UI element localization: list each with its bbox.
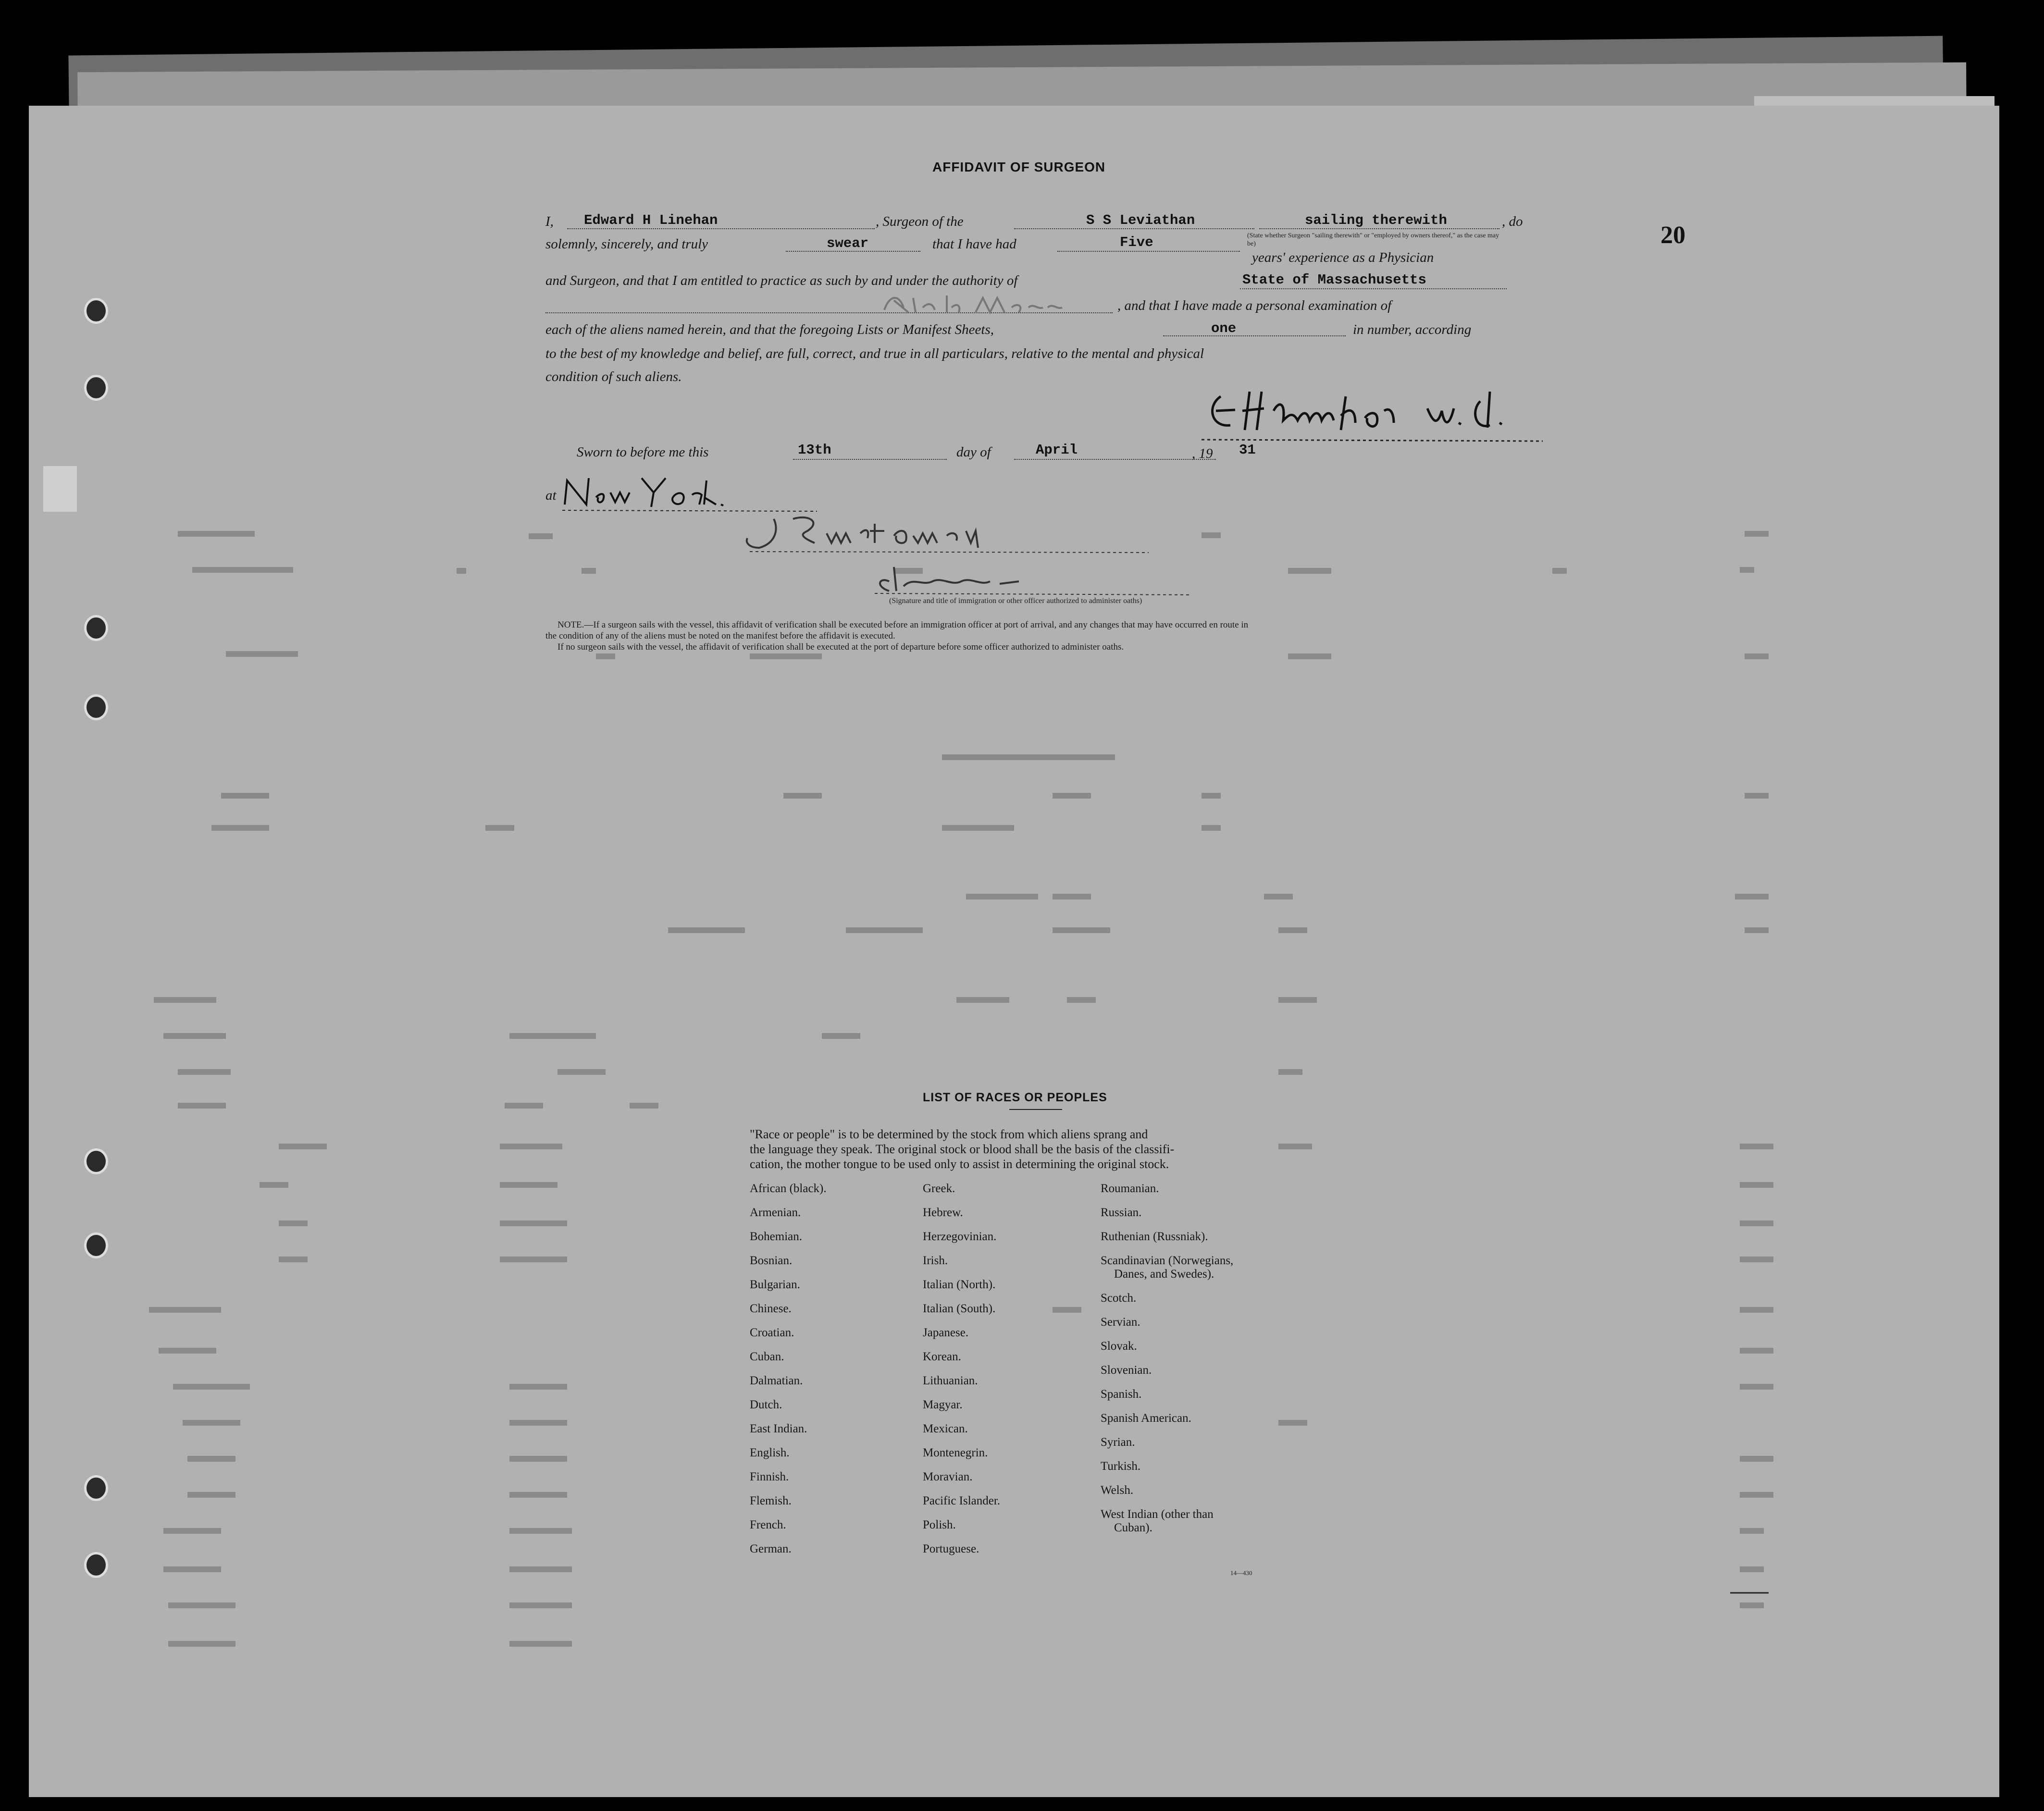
ship-name: S S Leviathan xyxy=(1086,212,1195,228)
race-item: Finnish. xyxy=(750,1470,789,1483)
surgeon-status: sailing therewith xyxy=(1305,212,1447,228)
officer-signature xyxy=(731,509,1211,605)
fill-line xyxy=(1240,288,1507,289)
race-item: Cuban). xyxy=(1114,1521,1152,1534)
solemnly-text: solemnly, sincerely, and truly xyxy=(545,236,708,252)
races-intro-3: cation, the mother tongue to be used only to assist in determining the original stock. xyxy=(750,1157,1169,1171)
experience-text: years' experience as a Physician xyxy=(1252,250,1434,265)
race-item: Portuguese. xyxy=(923,1542,979,1555)
race-item: Turkish. xyxy=(1101,1460,1141,1473)
status-note: (State whether Surgeon "sailing therewith" or "employed by owners thereof," as the case may be) xyxy=(1247,232,1499,247)
race-item: Montenegrin. xyxy=(923,1446,988,1459)
race-item: Spanish. xyxy=(1101,1388,1142,1401)
race-item: Spanish American. xyxy=(1101,1412,1191,1425)
condition-text: condition of such aliens. xyxy=(545,369,682,384)
fill-line xyxy=(786,251,920,252)
manifest-page xyxy=(29,106,1999,1797)
sworn-text: Sworn to before me this xyxy=(577,444,709,460)
fill-line xyxy=(1057,251,1240,252)
surgeon-signature xyxy=(1202,382,1548,444)
race-item: East Indian. xyxy=(750,1422,807,1435)
fill-line xyxy=(793,459,947,460)
fill-line xyxy=(1259,228,1499,229)
race-item: Mexican. xyxy=(923,1422,968,1435)
affidavit-prefix: I, xyxy=(545,214,554,229)
race-item: Scandinavian (Norwegians, xyxy=(1101,1254,1234,1267)
handwritten-state-mass xyxy=(880,286,1081,322)
race-item: Italian (North). xyxy=(923,1278,996,1291)
officer-caption: (Signature and title of immigration or other officer authorized to administer oaths) xyxy=(889,597,1142,605)
in-number-text: in number, according xyxy=(1353,322,1472,337)
sworn-month: April xyxy=(1036,442,1078,458)
sworn-year: 31 xyxy=(1239,442,1256,458)
fill-line xyxy=(1014,228,1254,229)
do-text: , do xyxy=(1502,214,1523,229)
race-item: Scotch. xyxy=(1101,1292,1137,1305)
race-item: Flemish. xyxy=(750,1494,792,1507)
race-item: Irish. xyxy=(923,1254,948,1267)
race-item: African (black). xyxy=(750,1182,827,1195)
fill-line xyxy=(1163,335,1346,336)
note-line-2: the condition of any of the aliens must be noted on the manifest before the affidavit is executed. xyxy=(545,631,895,641)
race-item: Korean. xyxy=(923,1350,961,1363)
race-item: French. xyxy=(750,1518,786,1531)
year-prefix: , 19 xyxy=(1192,446,1213,461)
surgeon-name: Edward H Linehan xyxy=(584,212,718,228)
race-item: Bulgarian. xyxy=(750,1278,800,1291)
had-text: that I have had xyxy=(932,236,1016,252)
race-item: Danes, and Swedes). xyxy=(1114,1268,1214,1281)
race-item: Pacific Islander. xyxy=(923,1494,1001,1507)
race-item: Bosnian. xyxy=(750,1254,793,1267)
race-item: Moravian. xyxy=(923,1470,973,1483)
race-item: Ruthenian (Russniak). xyxy=(1101,1230,1208,1243)
race-item: Cuban. xyxy=(750,1350,784,1363)
races-title: LIST OF RACES OR PEOPLES xyxy=(923,1091,1107,1104)
oath-type: swear xyxy=(827,235,869,251)
race-item: Dalmatian. xyxy=(750,1374,803,1387)
races-intro-2: the language they speak. The original stock or blood shall be the basis of the classifi- xyxy=(750,1142,1175,1156)
form-code: 14—430 xyxy=(1230,1569,1252,1577)
note-label: NOTE. xyxy=(557,620,584,630)
race-item: Herzegovinian. xyxy=(923,1230,997,1243)
examination-text: , and that I have made a personal examination of xyxy=(1117,298,1392,313)
race-item: Servian. xyxy=(1101,1316,1140,1329)
race-item: Slovenian. xyxy=(1101,1364,1152,1377)
race-item: Magyar. xyxy=(923,1398,963,1411)
race-item: German. xyxy=(750,1542,792,1555)
years-experience: Five xyxy=(1120,234,1153,250)
race-item: Japanese. xyxy=(923,1326,969,1339)
page-number: 20 xyxy=(1660,222,1685,249)
races-intro-1: "Race or people" is to be determined by the stock from which aliens sprang and xyxy=(750,1127,1148,1141)
affidavit-title: AFFIDAVIT OF SURGEON xyxy=(932,160,1106,174)
race-item: Bohemian. xyxy=(750,1230,803,1243)
authority-state: State of Massachusetts xyxy=(1242,272,1426,288)
aliens-text: each of the aliens named herein, and that the foregoing Lists or Manifest Sheets, xyxy=(545,322,994,337)
race-item: Croatian. xyxy=(750,1326,794,1339)
race-item: Greek. xyxy=(923,1182,955,1195)
note-text-1: —If a surgeon sails with the vessel, this affidavit of verification shall be executed before an immigration officer at port of arrival, and any changes that may have occurred en route in xyxy=(584,620,1249,630)
note-line-3: If no surgeon sails with the vessel, the affidavit of verification shall be executed at the port of departure before some officer authorized to administer oaths. xyxy=(557,642,1124,652)
title-rule xyxy=(1009,1109,1062,1110)
race-item: Syrian. xyxy=(1101,1436,1135,1449)
race-item: Slovak. xyxy=(1101,1340,1137,1353)
knowledge-text: to the best of my knowledge and belief, are full, correct, and true in all particulars, relative to the mental and physical xyxy=(545,346,1204,361)
race-item: Italian (South). xyxy=(923,1302,996,1315)
race-item: Dutch. xyxy=(750,1398,782,1411)
handwritten-new-york xyxy=(557,471,817,514)
fill-line xyxy=(1014,459,1216,460)
race-item: Roumanian. xyxy=(1101,1182,1159,1195)
sworn-day: 13th xyxy=(798,442,831,458)
race-item: Polish. xyxy=(923,1518,956,1531)
race-item: Lithuanian. xyxy=(923,1374,978,1387)
sheets-count: one xyxy=(1211,320,1237,336)
race-item: Welsh. xyxy=(1101,1484,1134,1497)
at-label: at xyxy=(545,488,557,503)
race-item: Chinese. xyxy=(750,1302,792,1315)
day-of-text: day of xyxy=(956,444,991,460)
note-line-1 xyxy=(557,620,1248,630)
race-item: Russian. xyxy=(1101,1206,1142,1219)
race-item: Hebrew. xyxy=(923,1206,963,1219)
race-item: Armenian. xyxy=(750,1206,801,1219)
surgeon-of-text: , Surgeon of the xyxy=(876,214,964,229)
fill-line xyxy=(567,228,875,229)
race-item: English. xyxy=(750,1446,790,1459)
authority-text: and Surgeon, and that I am entitled to practice as such by and under the authority of xyxy=(545,273,1018,288)
race-item: West Indian (other than xyxy=(1101,1508,1214,1521)
